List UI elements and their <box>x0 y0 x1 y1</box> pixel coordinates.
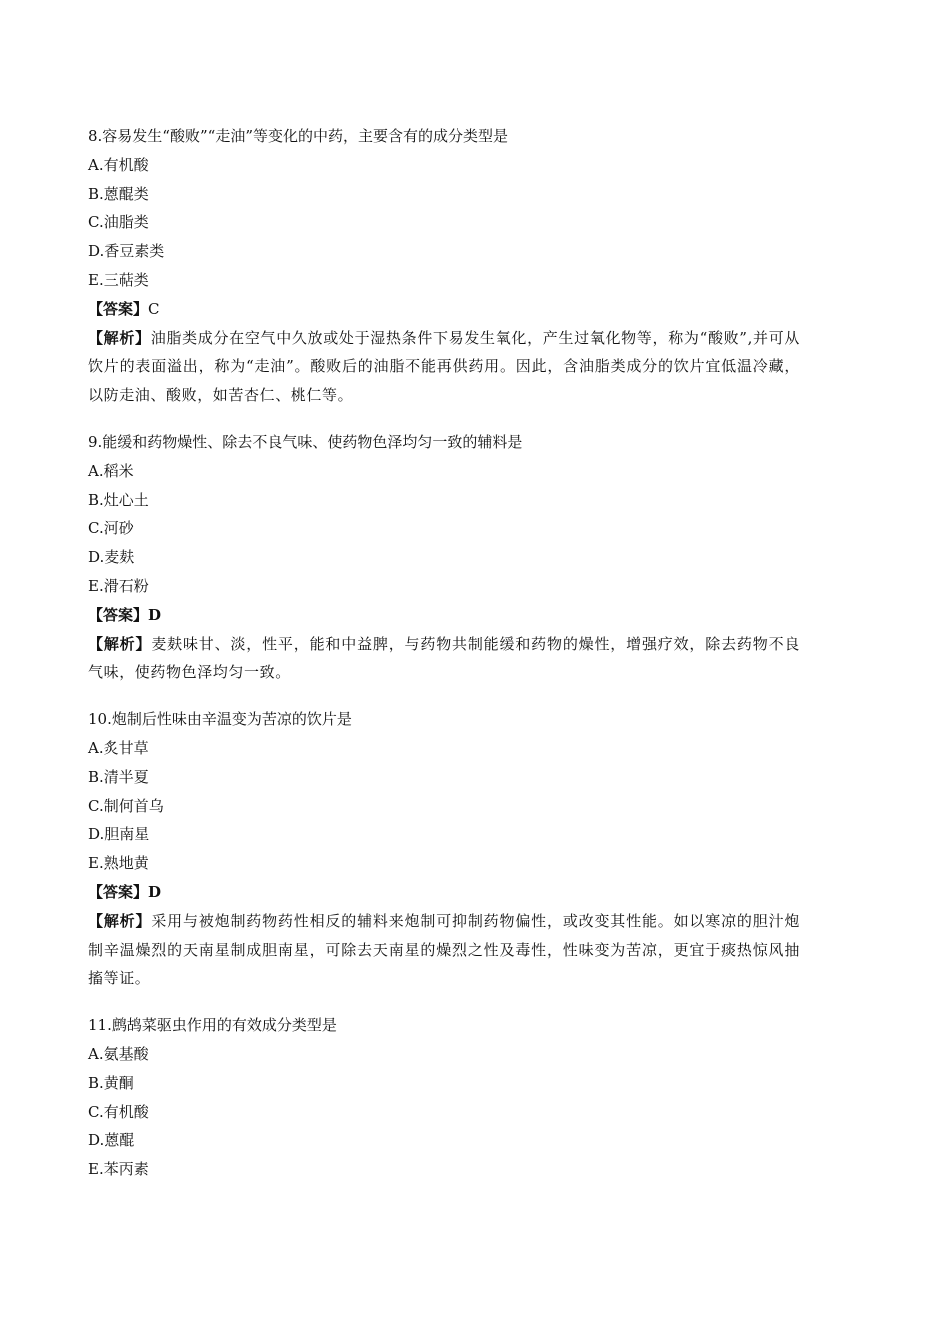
question-9 <box>88 428 800 687</box>
option-d: D.胆南星 <box>88 825 150 844</box>
option-a: A.炙甘草 <box>88 738 149 757</box>
answer-line <box>88 601 800 630</box>
analysis-paragraph <box>88 324 800 410</box>
option-c: C.油脂类 <box>88 213 149 232</box>
answer-value: C <box>148 299 160 318</box>
question-stem: 9.能缓和药物燥性、除去不良气味、使药物色泽均匀一致的辅料是 <box>88 432 523 451</box>
answer-tag: 【答案】 <box>88 605 149 624</box>
question-stem: 11.鹧鸪菜驱虫作用的有效成分类型是 <box>88 1016 337 1035</box>
option-d: D.香豆素类 <box>88 242 165 261</box>
analysis-text: 麦麸味甘、淡，性平，能和中益脾，与药物共制能缓和药物的燥性，增强疗效，除去药物不良气味，使药物色泽均匀一致。 <box>88 634 800 682</box>
answer-line <box>88 295 800 324</box>
question-stem: 10.炮制后性味由辛温变为苦凉的饮片是 <box>88 710 352 729</box>
answer-value: D <box>148 882 162 901</box>
question-stem: 8.容易发生“酸败”“走油”等变化的中药，主要含有的成分类型是 <box>88 127 508 145</box>
answer-value: D <box>148 605 162 624</box>
option-b: B.黄酮 <box>88 1073 134 1092</box>
option-d: D.蒽醌 <box>88 1131 135 1150</box>
analysis-tag: 【解析】 <box>88 634 152 653</box>
option-d: D.麦麸 <box>88 548 135 567</box>
question-8 <box>88 122 800 410</box>
option-e: E.苯丙素 <box>88 1160 149 1179</box>
option-c: C.制何首乌 <box>88 796 164 815</box>
answer-tag: 【答案】 <box>88 882 149 901</box>
answer-line <box>88 878 800 907</box>
answer-tag: 【答案】 <box>88 299 149 318</box>
option-b: B.蒽醌类 <box>88 184 149 203</box>
option-b: B.清半夏 <box>88 767 149 786</box>
option-a: A.稻米 <box>88 461 134 480</box>
option-c: C.河砂 <box>88 519 134 538</box>
analysis-paragraph <box>88 630 800 688</box>
option-b: B.灶心土 <box>88 490 149 509</box>
analysis-paragraph <box>88 907 800 993</box>
analysis-tag: 【解析】 <box>88 911 152 930</box>
analysis-text: 油脂类成分在空气中久放或处于湿热条件下易发生氧化，产生过氧化物等，称为“酸败”,并可从饮片的表面溢出，称为“走油”。酸败后的油脂不能再供药用。因此，含油脂类成分的饮片宜低温冷藏，以防走油、酸败，如苦杏仁、桃仁等。 <box>88 328 800 405</box>
option-e: E.滑石粉 <box>88 576 149 595</box>
option-a: A.氨基酸 <box>88 1044 149 1063</box>
option-c: C.有机酸 <box>88 1102 149 1121</box>
option-e: E.三萜类 <box>88 270 149 289</box>
question-11 <box>88 1011 800 1184</box>
option-e: E.熟地黄 <box>88 854 149 873</box>
analysis-tag: 【解析】 <box>88 328 151 347</box>
option-a: A.有机酸 <box>88 155 149 174</box>
question-10 <box>88 705 800 993</box>
document-page <box>88 122 800 1184</box>
analysis-text: 采用与被炮制药物药性相反的辅料来炮制可抑制药物偏性，或改变其性能。如以寒凉的胆汁炮制辛温燥烈的天南星制成胆南星，可除去天南星的燥烈之性及毒性，性味变为苦凉，更宜于痰热惊风抽搐等证。 <box>88 911 800 988</box>
